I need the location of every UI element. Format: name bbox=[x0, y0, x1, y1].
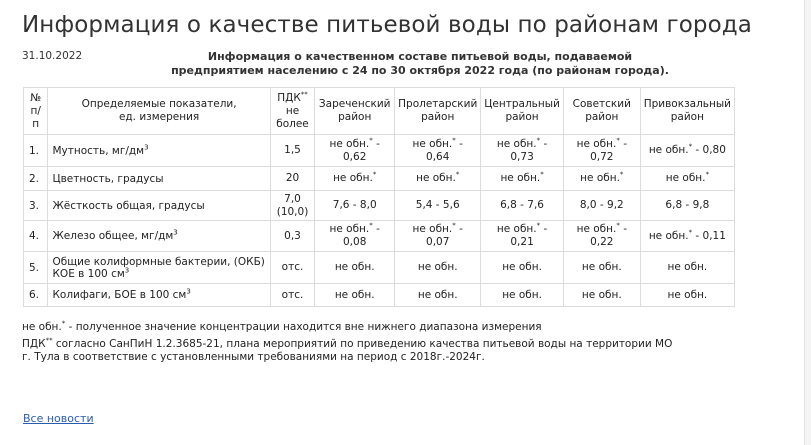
unit-sup: 3 bbox=[144, 143, 149, 151]
pdk-value: отс. bbox=[270, 252, 315, 284]
header-district-centralny bbox=[481, 88, 564, 135]
footnote-term: ПДК bbox=[22, 338, 46, 350]
value-part: не обн. bbox=[648, 229, 689, 242]
header-district-proletarsky bbox=[395, 88, 481, 135]
value-part: не обн. bbox=[580, 172, 620, 184]
value-part: - bbox=[455, 137, 463, 150]
indicator-text: Мутность, мг/дм bbox=[52, 144, 145, 157]
value-part: не обн. bbox=[500, 172, 541, 184]
footnote-term: не обн. bbox=[22, 321, 62, 333]
district-value: не обн. bbox=[315, 284, 395, 307]
header-district-line: Привокзальный bbox=[643, 98, 731, 110]
value-sup: * bbox=[616, 221, 620, 230]
district-value: 6,8 - 7,6 bbox=[481, 191, 564, 221]
district-value bbox=[395, 167, 481, 191]
district-value: 8,0 - 9,2 bbox=[563, 191, 640, 221]
unit-sup: 3 bbox=[173, 228, 178, 237]
value-sup: * bbox=[369, 136, 373, 144]
district-value bbox=[395, 135, 481, 167]
value-part: 0,73 bbox=[510, 150, 534, 163]
value-part: не обн. bbox=[496, 223, 537, 235]
pdk-value: 1,5 bbox=[270, 135, 315, 167]
footnote-not-detected bbox=[22, 321, 542, 333]
pdk-part: 7,0 bbox=[284, 192, 301, 205]
district-value bbox=[481, 135, 564, 167]
district-value bbox=[640, 135, 734, 167]
district-value bbox=[481, 221, 564, 252]
row-number: 2. bbox=[24, 167, 48, 191]
header-district-line: Центральный bbox=[484, 98, 560, 110]
indicator-text: Цветность, градусы bbox=[52, 172, 164, 185]
value-sup: * bbox=[536, 221, 541, 230]
value-sup: * bbox=[452, 136, 456, 144]
pdk-part: (10,0) bbox=[276, 205, 309, 218]
table-caption bbox=[170, 50, 670, 78]
header-pdk-line: не bbox=[285, 104, 300, 117]
value-part: не обн. bbox=[416, 172, 456, 184]
table-row bbox=[24, 191, 735, 221]
row-number: 6. bbox=[24, 284, 48, 307]
district-value: не обн. bbox=[563, 252, 640, 284]
table-caption-line-1: Информация о качественном составе питьевой воды, подаваемой bbox=[207, 50, 633, 63]
value-part: - 0,11 bbox=[692, 229, 726, 242]
value-part: 0,22 bbox=[590, 236, 614, 248]
district-value: 6,8 - 9,8 bbox=[640, 191, 734, 221]
indicator-text: Железо общее, мг/дм bbox=[52, 230, 174, 242]
header-district-line: район bbox=[338, 111, 372, 123]
district-value: не обн. bbox=[563, 284, 640, 307]
district-value: не обн. bbox=[640, 252, 734, 284]
district-value bbox=[563, 167, 640, 191]
value-part: 0,62 bbox=[343, 150, 367, 163]
table-row bbox=[24, 167, 735, 191]
indicator-name bbox=[48, 167, 270, 191]
value-part: не обн. bbox=[333, 172, 373, 184]
value-part: - bbox=[619, 223, 627, 235]
table-row bbox=[24, 252, 735, 284]
value-sup: * bbox=[705, 170, 709, 179]
header-district-line: Зареченский bbox=[318, 98, 391, 110]
value-sup: * bbox=[540, 170, 544, 179]
row-number: 1. bbox=[24, 135, 48, 167]
header-indicator-line: Определяемые показатели, bbox=[81, 98, 237, 110]
value-part: не обн. bbox=[576, 223, 617, 235]
value-part: - bbox=[619, 137, 627, 150]
page-scroll-edge[interactable] bbox=[804, 0, 811, 445]
footnote-sup: * bbox=[61, 319, 66, 328]
header-num-line: п/ bbox=[30, 104, 41, 117]
pdk-value: 20 bbox=[270, 167, 315, 191]
value-part: - bbox=[372, 137, 380, 150]
header-indicator-line: ед. измерения bbox=[118, 111, 200, 123]
header-district-privokzalny bbox=[640, 88, 734, 135]
value-part: - bbox=[455, 223, 463, 235]
district-value bbox=[640, 221, 734, 252]
district-value: не обн. bbox=[395, 252, 481, 284]
unit-sup: 3 bbox=[186, 287, 191, 296]
indicator-name bbox=[48, 221, 270, 252]
header-district-sovetsky bbox=[563, 88, 640, 135]
header-district-line: район bbox=[421, 111, 455, 123]
value-part: не обн. bbox=[648, 144, 689, 156]
value-part: 0,21 bbox=[510, 236, 534, 248]
unit-sup: 3 bbox=[124, 266, 130, 274]
district-value bbox=[315, 221, 395, 252]
table-row bbox=[24, 221, 735, 252]
row-number: 5. bbox=[24, 252, 48, 284]
header-num bbox=[24, 88, 48, 135]
row-number: 3. bbox=[24, 191, 48, 221]
header-pdk-label: ПДК bbox=[277, 91, 301, 104]
value-part: не обн. bbox=[412, 137, 453, 150]
district-value: не обн. bbox=[640, 284, 734, 307]
district-value bbox=[563, 135, 640, 167]
value-sup: * bbox=[688, 142, 693, 151]
header-district-line: Пролетарский bbox=[398, 98, 478, 110]
header-pdk bbox=[270, 88, 315, 135]
value-part: 0,08 bbox=[343, 236, 367, 248]
value-part: - 0,80 bbox=[692, 144, 726, 156]
district-value bbox=[563, 221, 640, 252]
header-district-line: район bbox=[585, 111, 619, 123]
footnote-text: - полученное значение концентрации находится вне нижнего диапазона измерения bbox=[65, 321, 542, 333]
water-quality-table bbox=[23, 87, 735, 307]
indicator-name bbox=[48, 135, 270, 167]
indicator-name bbox=[48, 284, 270, 307]
value-part: - bbox=[372, 223, 380, 235]
district-value bbox=[481, 167, 564, 191]
district-value: не обн. bbox=[481, 252, 564, 284]
header-district-zarechensky bbox=[315, 88, 395, 135]
pdk-value: 0,3 bbox=[270, 221, 315, 252]
value-sup: * bbox=[455, 170, 460, 179]
header-district-line: Советский bbox=[572, 98, 631, 110]
header-num-line: п bbox=[32, 117, 40, 130]
pdk-value: отс. bbox=[270, 284, 315, 307]
indicator-name bbox=[48, 252, 270, 284]
district-value: 5,4 - 5,6 bbox=[395, 191, 481, 221]
table-row bbox=[24, 135, 735, 167]
footnote-text: согласно СанПиН 1.2.3685-21, плана мероприятий по приведению качества питьевой воды на территории МО г. Тула в соответствие с установленными требованиями на период с 2018г.-2024г. bbox=[22, 338, 673, 363]
value-part: 0,64 bbox=[426, 150, 450, 163]
indicator-text: Колифаги, БОЕ в 100 см bbox=[52, 289, 187, 301]
value-sup: * bbox=[616, 136, 620, 144]
footnote-pdk bbox=[22, 338, 682, 364]
header-district-line: район bbox=[505, 111, 539, 123]
value-sup: * bbox=[372, 170, 377, 179]
all-news-link[interactable]: Все новости bbox=[23, 412, 94, 425]
value-part: не обн. bbox=[329, 137, 370, 150]
table-row bbox=[24, 284, 735, 307]
value-sup: * bbox=[369, 221, 373, 230]
publication-date: 31.10.2022 bbox=[22, 50, 83, 62]
value-part: 0,72 bbox=[590, 150, 614, 163]
district-value bbox=[640, 167, 734, 191]
header-num-line: № bbox=[30, 91, 42, 104]
district-value bbox=[315, 135, 395, 167]
value-part: не обн. bbox=[412, 223, 453, 235]
value-sup: * bbox=[688, 228, 693, 236]
value-sup: * bbox=[536, 136, 541, 144]
value-sup: * bbox=[452, 221, 456, 230]
page-title: Информация о качестве питьевой воды по районам города bbox=[22, 12, 752, 38]
district-value bbox=[395, 221, 481, 252]
table-caption-line-2: предприятием населению с 24 по 30 октября 2022 года (по районам города). bbox=[171, 64, 669, 77]
footnote-sup: ** bbox=[45, 336, 53, 345]
value-part: не обн. bbox=[665, 172, 706, 184]
header-pdk-line: более bbox=[276, 117, 309, 130]
indicator-name bbox=[48, 191, 270, 221]
district-value: 7,6 - 8,0 bbox=[315, 191, 395, 221]
indicator-text: Общие колиформные бактерии, (ОКБ) КОЕ в 100 см bbox=[52, 255, 265, 280]
header-district-line: район bbox=[670, 111, 704, 123]
value-part: 0,07 bbox=[426, 236, 450, 248]
value-part: не обн. bbox=[496, 137, 537, 150]
value-part: - bbox=[540, 137, 548, 150]
district-value bbox=[315, 167, 395, 191]
district-value: не обн. bbox=[395, 284, 481, 307]
header-indicator bbox=[48, 88, 270, 135]
value-part: не обн. bbox=[329, 223, 370, 235]
value-part: не обн. bbox=[576, 137, 617, 150]
district-value: не обн. bbox=[315, 252, 395, 284]
header-pdk-sup: ** bbox=[300, 90, 308, 98]
value-part: - bbox=[540, 223, 548, 235]
pdk-value bbox=[270, 191, 315, 221]
district-value: не обн. bbox=[481, 284, 564, 307]
value-sup: * bbox=[619, 170, 624, 179]
row-number: 4. bbox=[24, 221, 48, 252]
table-header-row bbox=[24, 88, 735, 135]
indicator-text: Жёсткость общая, градусы bbox=[52, 199, 205, 212]
